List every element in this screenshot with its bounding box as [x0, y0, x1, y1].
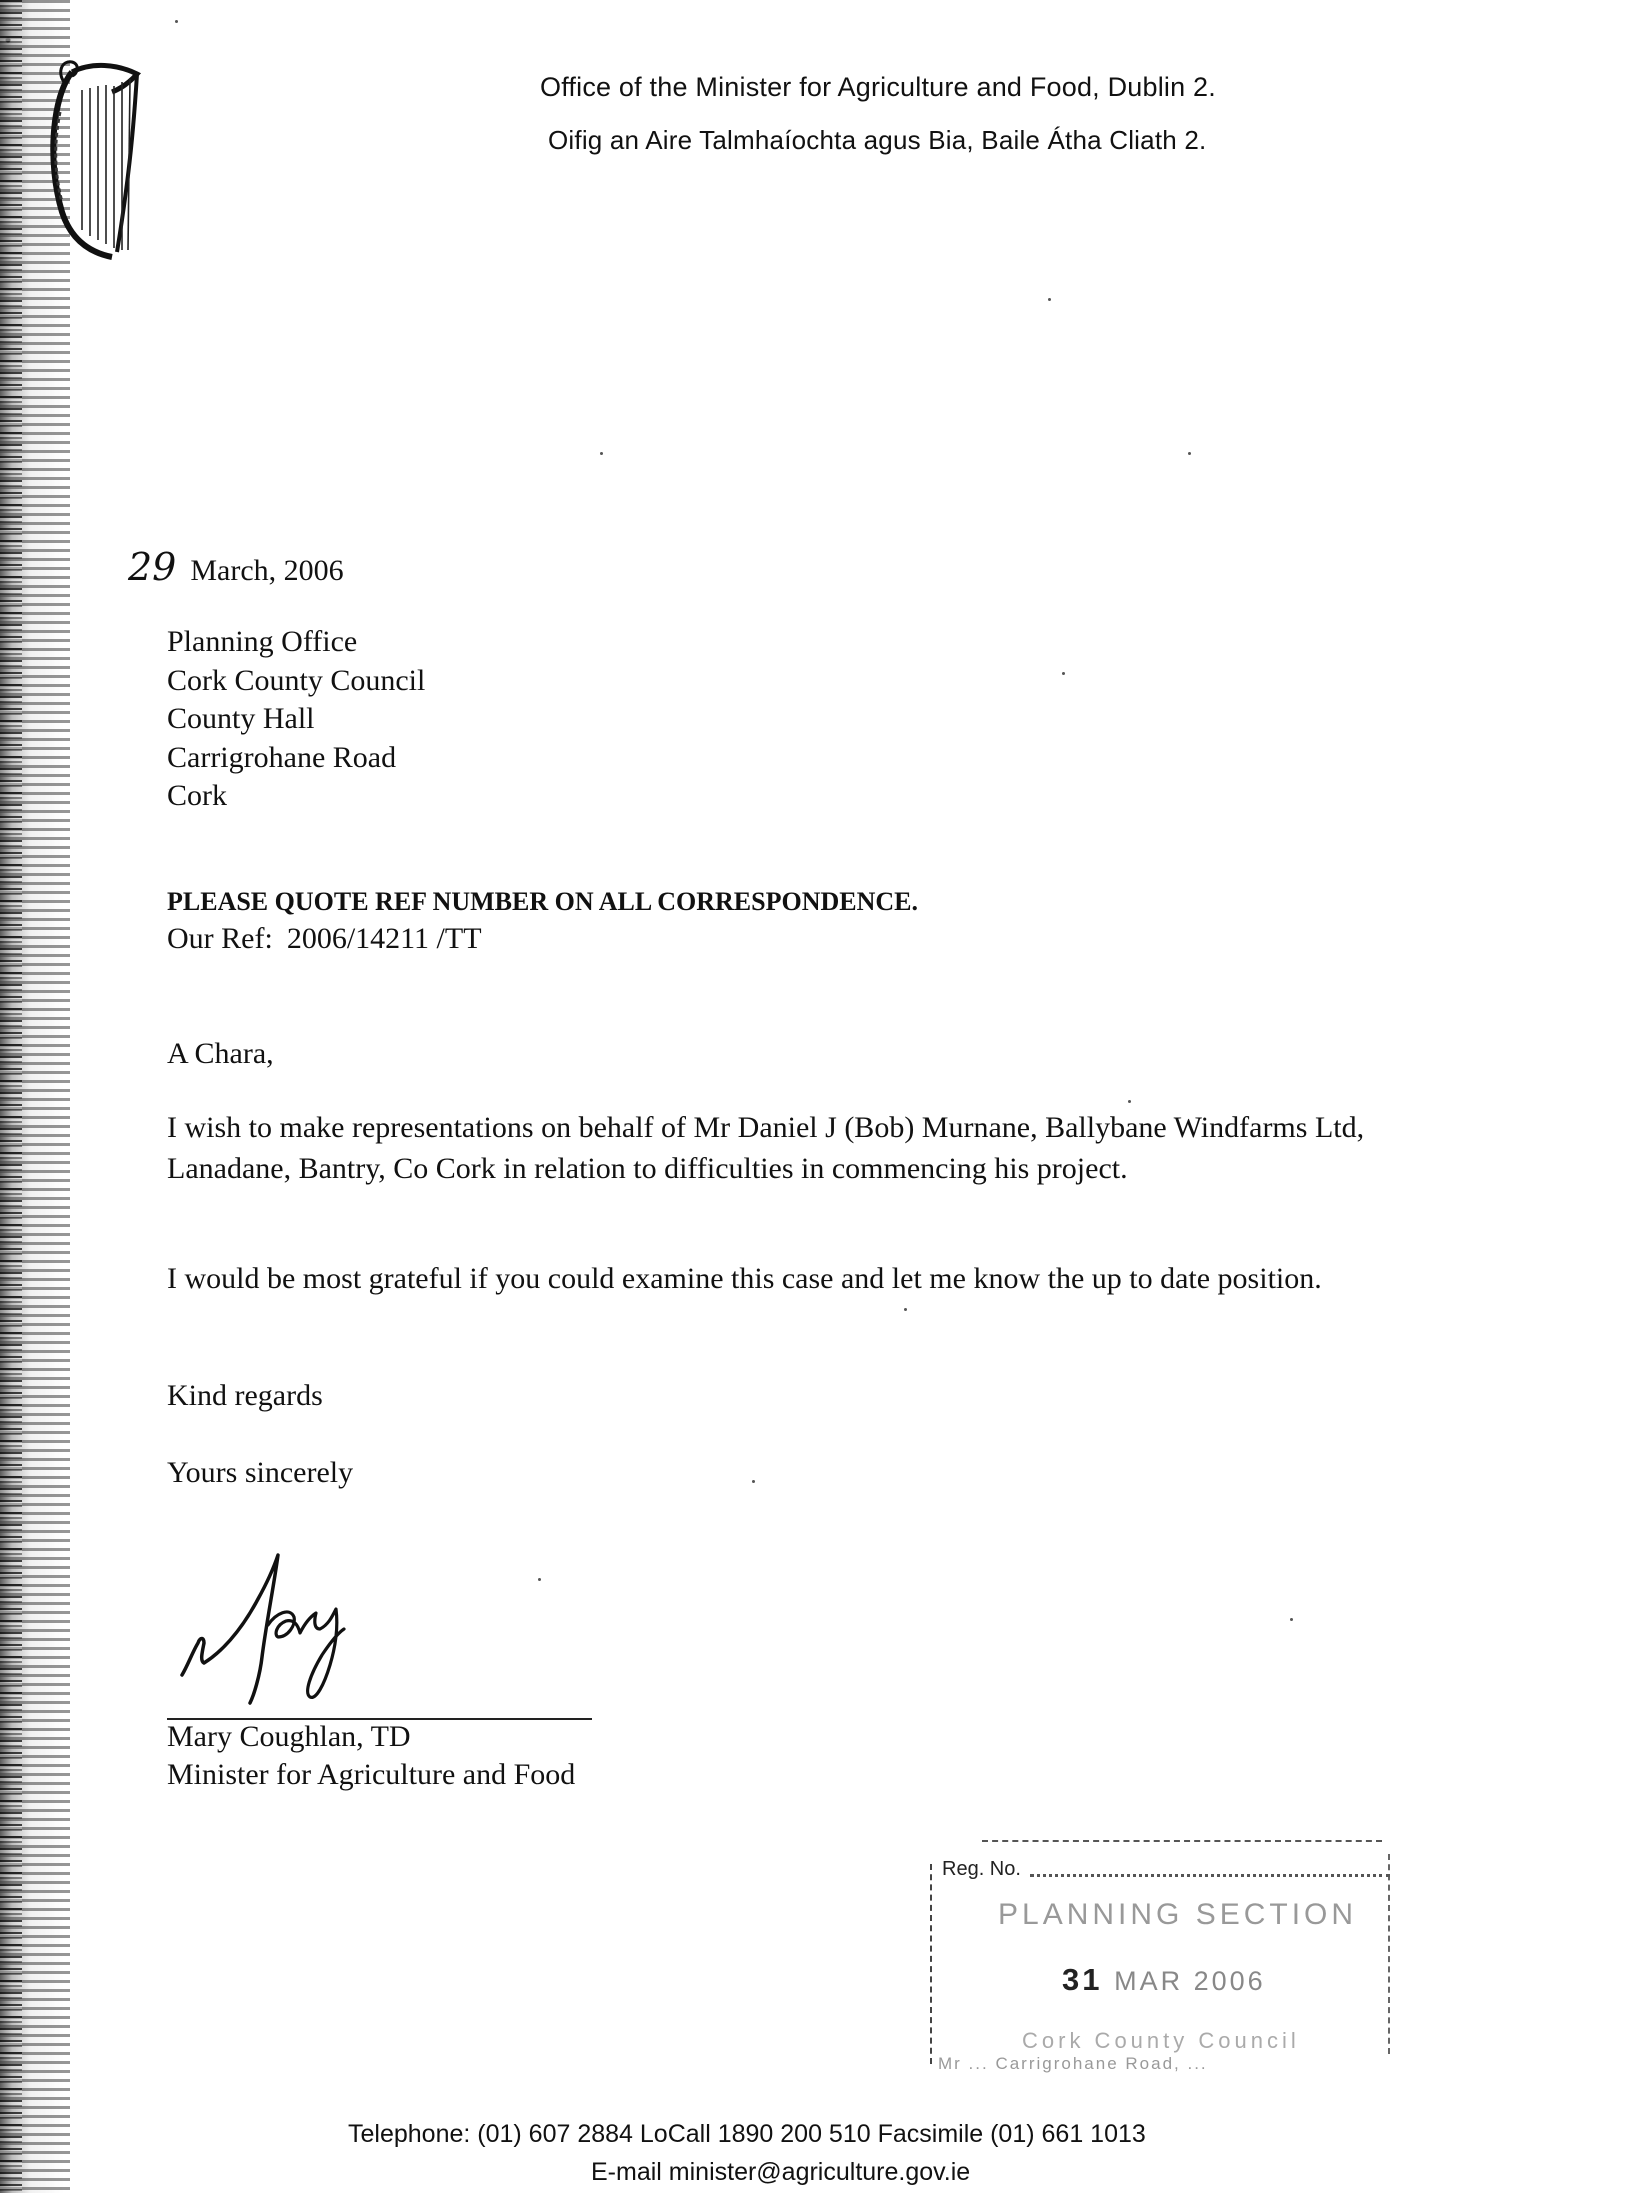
stamp-border-left	[930, 1864, 932, 2064]
scan-speck	[904, 1308, 907, 1311]
stamp-date	[1062, 1962, 1266, 1998]
closing-line: Yours sincerely	[167, 1456, 354, 1489]
stamp-date-day: 31	[1062, 1962, 1103, 1997]
address-line: Cork County Council	[167, 663, 426, 697]
reference-label: Our Ref:	[167, 922, 273, 955]
stamp-faint-council: Cork County Council	[1022, 2028, 1300, 2053]
letterhead-irish: Oifig an Aire Talmhaíochta agus Bia, Baile Átha Cliath 2.	[548, 125, 1207, 155]
stamp-faint-address: Mr ... Carrigrohane Road, ...	[938, 2054, 1208, 2073]
signer-name: Mary Coughlan, TD	[167, 1720, 411, 1753]
scan-speck	[1188, 452, 1191, 455]
date-month-year: March, 2006	[190, 554, 344, 587]
reference-line	[167, 922, 482, 956]
signer-block	[167, 1718, 575, 1794]
body-paragraph-2: I would be most grateful if you could examine this case and let me know the up to date position.	[167, 1262, 1322, 1295]
stamp-reg-dots	[1030, 1874, 1390, 1877]
received-stamp	[922, 1840, 1402, 2090]
handwritten-signature	[170, 1525, 410, 1705]
letter-date	[128, 545, 344, 589]
address-line: County Hall	[167, 702, 315, 735]
scan-speck	[600, 452, 603, 455]
scan-speck	[538, 1578, 541, 1581]
handwritten-day: 29	[128, 545, 177, 589]
recipient-address	[167, 623, 425, 816]
scan-speck	[1048, 298, 1051, 301]
harp-crest-icon	[42, 52, 148, 262]
body-paragraph-1: I wish to make representations on behalf of Mr Daniel J (Bob) Murnane, Ballybane Windfarms Ltd, Lanadane, Bantry, Co Cork in relation to difficulties in commencing his project.	[167, 1111, 1365, 1185]
scan-speck	[175, 20, 178, 23]
footer-contact: Telephone: (01) 607 2884 LoCall 1890 200 510 Facsimile (01) 661 1013	[348, 2120, 1146, 2148]
stamp-faint-section: PLANNING SECTION	[998, 1898, 1358, 1931]
letterhead-english: Office of the Minister for Agriculture and Food, Dublin 2.	[540, 72, 1216, 102]
scan-edge-noise-dark	[0, 0, 22, 2193]
footer-email: E-mail minister@agriculture.gov.ie	[591, 2158, 971, 2186]
greeting: A Chara,	[167, 1037, 274, 1070]
signer-title: Minister for Agriculture and Food	[167, 1758, 576, 1791]
stamp-reg-label: Reg. No.	[942, 1858, 1021, 1880]
reference-value: 2006/14211 /TT	[286, 922, 482, 955]
address-line: Planning Office	[167, 625, 358, 658]
regards-line: Kind regards	[167, 1379, 323, 1412]
stamp-border-top	[982, 1840, 1382, 1842]
reference-notice: PLEASE QUOTE REF NUMBER ON ALL CORRESPONDENCE.	[167, 887, 918, 916]
scan-speck	[1062, 672, 1065, 675]
scan-speck	[1290, 1618, 1293, 1621]
stamp-date-rest: MAR 2006	[1114, 1966, 1266, 1996]
stamp-border-right	[1388, 1854, 1390, 2054]
scan-speck	[1128, 1100, 1131, 1103]
address-line: Carrigrohane Road	[167, 740, 397, 774]
scan-speck	[752, 1480, 755, 1483]
address-line: Cork	[167, 779, 227, 812]
